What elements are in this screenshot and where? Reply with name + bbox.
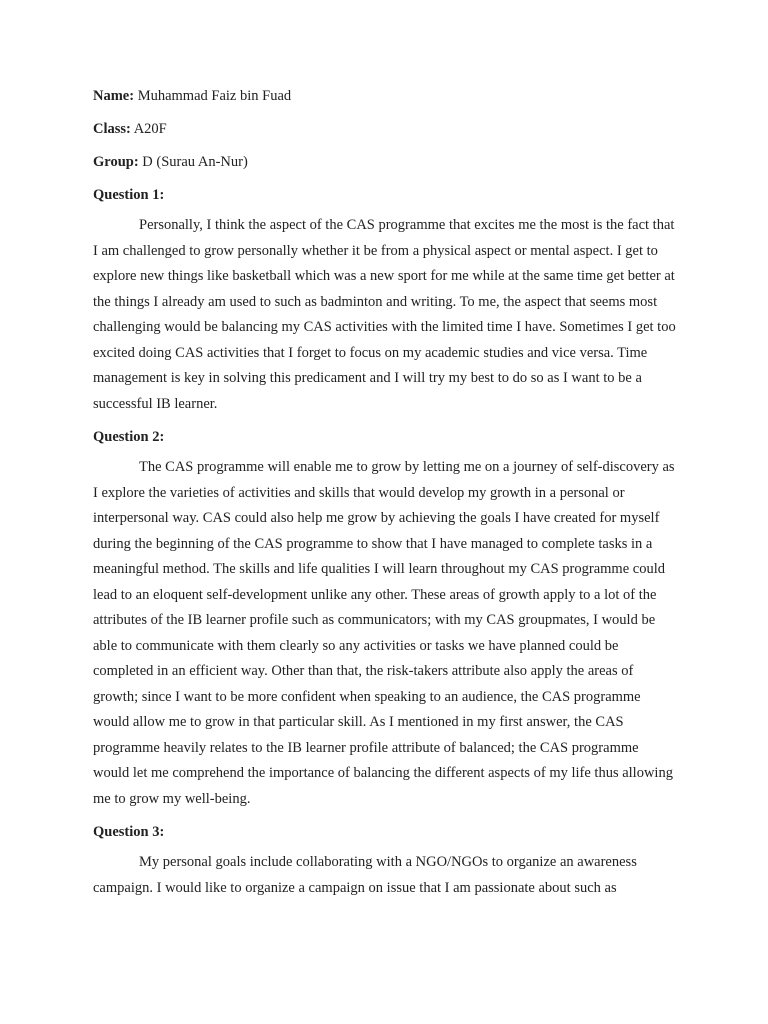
group-value: D (Surau An-Nur) [142,154,248,170]
class-label: Class: [93,121,131,137]
class-value: A20F [133,121,167,137]
group-label: Group: [93,154,139,170]
name-value: Muhammad Faiz bin Fuad [137,88,292,104]
name-line [93,86,676,106]
name-label: Name: [93,88,135,104]
question-3-heading: Question 3: [93,824,165,840]
question-1-answer: Personally, I think the aspect of the CAS programme that excites me the most is the fact that I am challenged to grow personally whether it be from a physical aspect or mental aspect. I get to explore new things like basketball which was a new sport for me while at the same time get better at the things I already am used to such as badminton and writing. To me, the aspect that seems most challenging would be balancing my CAS activities with the limited time I have. Sometimes I get too excited doing CAS activities that I forget to focus on my academic studies and vice versa. Time management is key in solving this predicament and I will try my best to do so as I want to be a successful IB learner. [93,217,676,412]
group-line [93,152,676,172]
question-2-heading: Question 2: [93,429,165,445]
question-3-answer: My personal goals include collaborating with a NGO/NGOs to organize an awareness campaign. I would like to organize a campaign on issue that I am passionate about such as [93,854,637,896]
question-1-heading: Question 1: [93,187,165,203]
class-line [93,119,676,139]
question-2-answer: The CAS programme will enable me to grow by letting me on a journey of self-discovery as I explore the varieties of activities and skills that would develop my growth in a personal or interpersonal way. CAS could also help me grow by achieving the goals I have created for myself during the beginning of the CAS programme to show that I have managed to complete tasks in a meaningful method. The skills and life qualities I will learn throughout my CAS programme could lead to an eloquent self-development unlike any other. These areas of growth apply to a lot of the attributes of the IB learner profile such as communicators; with my CAS groupmates, I would be able to communicate with them clearly so any activities or tasks we have planned could be completed in an efficient way. Other than that, the risk-takers attribute also apply the areas of growth; since I want to be more confident when speaking to an audience, the CAS programme would allow me to grow in that particular skill. As I mentioned in my first answer, the CAS programme heavily relates to the IB learner profile attribute of balanced; the CAS programme would let me comprehend the importance of balancing the different aspects of my life thus allowing me to grow my well-being. [93,459,675,807]
